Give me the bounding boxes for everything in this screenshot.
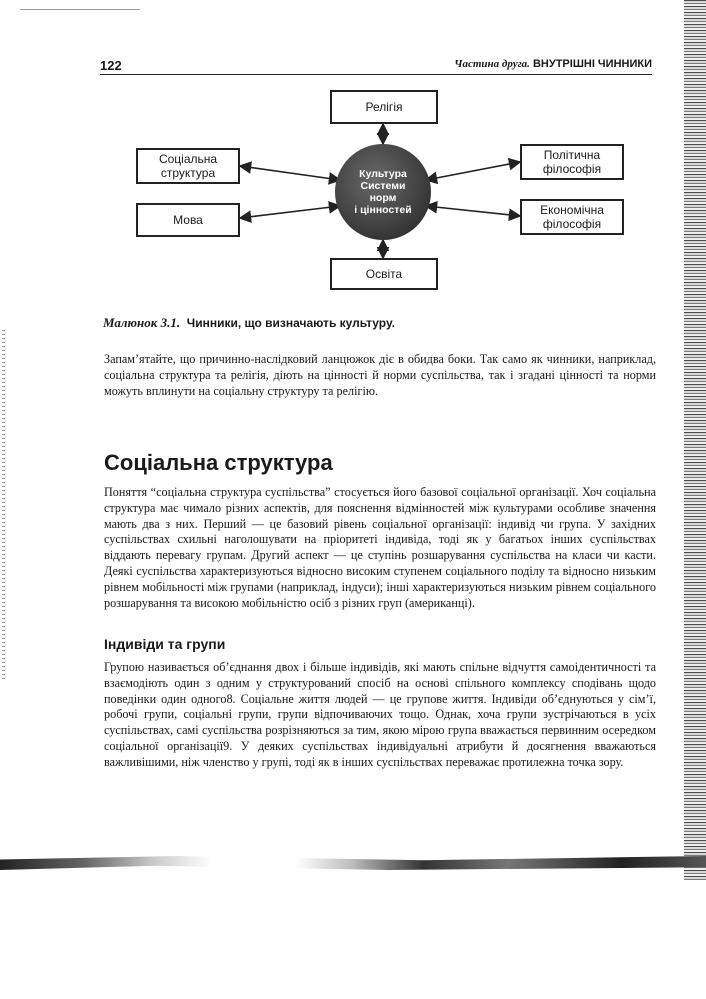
section-heading: Соціальна структура xyxy=(104,450,333,475)
factor-box-language: Мова xyxy=(136,203,240,237)
section-paragraph: Поняття “соціальна структура суспільства” стосується його базової соціальної організації. Хоч соціальна структура має чимало різних аспектів, для пояснення відмінностей між культурами особливе значення мають два з них. Перший — це базовий рівень соціальної організації: індивід чи група. У західних суспільствах схильні наголошувати на пріоритеті індивіда, тоді як у багатьох інших суспільствах віддають перевагу групам. Другий аспект — це ступінь розшарування суспільства на класи чи касти. Деякі суспільства характеризуються відносно високим ступенем соціального поділу та відносно низьким рівнем мобільності між групами (наприклад, індуси); інші характеризуються низьким рівнем соціального розшарування та високою мобільністю осіб з різних груп (американці). xyxy=(104,485,656,610)
figure-caption xyxy=(103,315,395,331)
section-title: ВНУТРІШНІ ЧИННИКИ xyxy=(532,58,652,70)
culture-core-label: Культура Системи норм і цінностей xyxy=(354,168,412,216)
part-label: Частина друга. xyxy=(454,58,530,70)
arrow-left-lower xyxy=(240,206,340,218)
intro-paragraph: Запам’ятайте, що причинно-наслідковий ланцюжок діє в обидва боки. Так само як чинники, наприклад, соціальна структура та релігія, діють на цінності й норми суспільства, так і згадані цінності та норми можуть вплинути на соціальну структуру та релігію. xyxy=(104,352,656,398)
figure-caption-text: Чинники, що визначають культуру. xyxy=(186,316,395,330)
factor-box-economic-philosophy: Економічна філософія xyxy=(520,199,624,235)
culture-core-circle xyxy=(335,144,431,240)
figure-label: Малюнок 3.1. xyxy=(103,315,181,330)
factor-box-education: Освіта xyxy=(330,258,438,290)
page-number: 122 xyxy=(100,58,122,73)
subsection-heading: Індивіди та групи xyxy=(104,636,226,652)
factor-box-religion: Релігія xyxy=(330,90,438,124)
factor-box-social-structure: Соціальна структура xyxy=(136,148,240,184)
arrow-left-upper xyxy=(240,166,340,180)
factor-box-political-philosophy: Політична філософія xyxy=(520,144,624,180)
arrow-right-lower xyxy=(426,206,520,216)
subsection-paragraph: Групою називається об’єднання двох і більше індивідів, які мають спільне відчуття самоідентичності та взаємодіють один з одним у структурований спосіб на основі спільного комплексу сподівань щодо поведінки один одного8. Соціальне життя людей — це групове життя. Індивіди об’єднуються у сім’ї, робочі групи, соціальні групи, групи відпочиваючих тощо. Однак, хоча групи зустрічаються в усіх суспільствах, самі суспільства розрізняються за тим, якою мірою група вважається первинним осередком соціальної організації9. У деяких суспільствах індивідуальні атрибути й досягнення вважаються важливішими, ніж членство у групі, тоді як в інших суспільствах переважає протилежна точка зору. xyxy=(104,660,656,769)
arrow-right-upper xyxy=(426,162,520,180)
